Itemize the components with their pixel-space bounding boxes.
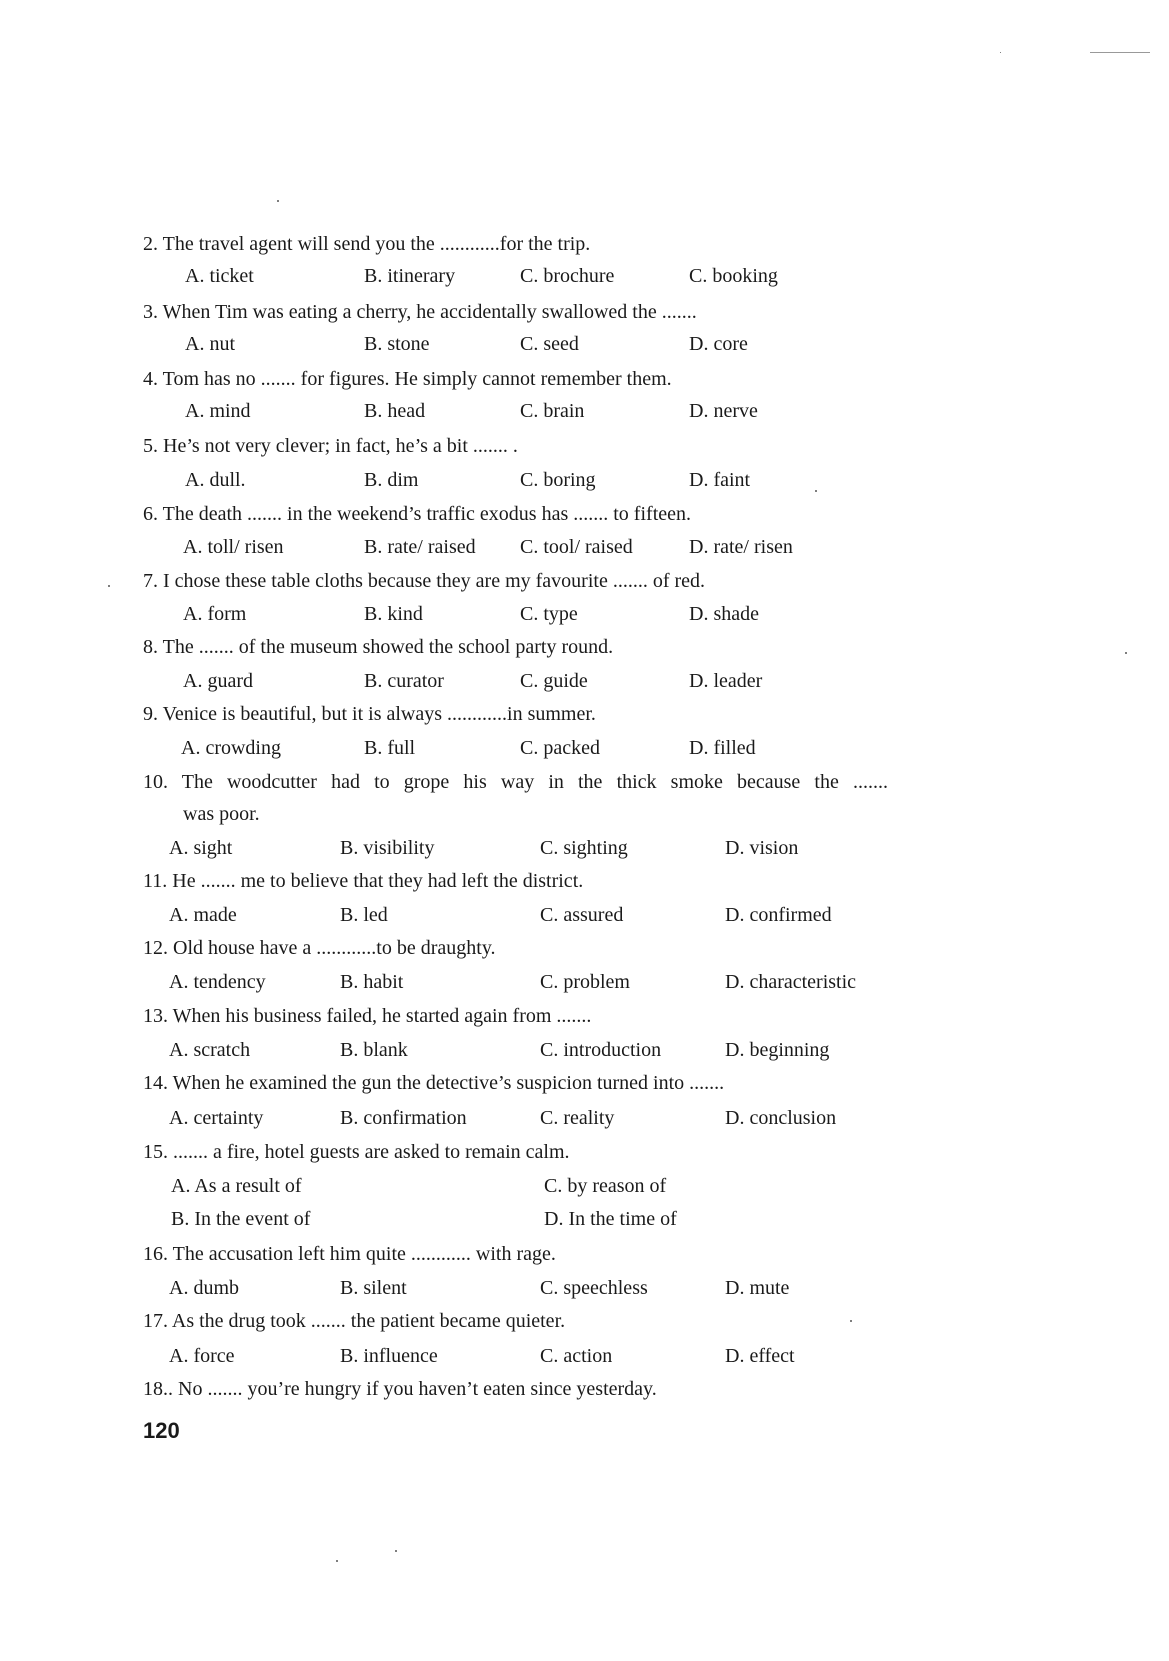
option-d: D. shade — [689, 603, 759, 625]
option-a: A. ticket — [185, 265, 254, 287]
option-a: A. As a result of — [171, 1175, 302, 1197]
option-a: A. force — [169, 1345, 235, 1367]
option-c: C. problem — [540, 971, 630, 993]
option-b: B. visibility — [340, 837, 435, 859]
option-c: C. speechless — [540, 1277, 648, 1299]
scan-speck — [850, 1320, 852, 1322]
question-7: 7. I chose these table cloths because they are my favourite ....... of red. — [143, 570, 706, 592]
option-d: D. nerve — [689, 400, 758, 422]
option-d: D. conclusion — [725, 1107, 837, 1129]
option-b: B. itinerary — [364, 265, 456, 287]
question-12: 12. Old house have a ............to be draughty. — [143, 937, 496, 959]
option-b: B. curator — [364, 670, 444, 692]
options-row-13 — [0, 1038, 1169, 1064]
question-2: 2. The travel agent will send you the ............for the trip. — [143, 233, 591, 255]
option-d: D. faint — [689, 469, 751, 491]
option-a: A. crowding — [181, 737, 281, 759]
option-c: C. introduction — [540, 1039, 662, 1061]
question-5: 5. He’s not very clever; in fact, he’s a bit ....... . — [143, 435, 518, 457]
option-b: B. blank — [340, 1039, 408, 1061]
question-18: 18.. No ....... you’re hungry if you haven’t eaten since yesterday. — [143, 1378, 657, 1400]
option-d: D. mute — [725, 1277, 790, 1299]
options-row-8 — [0, 669, 1169, 695]
options-row-12 — [0, 970, 1169, 996]
option-d: D. In the time of — [544, 1208, 677, 1230]
option-a: A. made — [169, 904, 237, 926]
option-d: D. confirmed — [725, 904, 832, 926]
option-b: B. rate/ raised — [364, 536, 476, 558]
scan-speck — [395, 1550, 397, 1552]
options-row-15b — [0, 1207, 1169, 1233]
options-row-5 — [0, 468, 1169, 494]
option-b: B. head — [364, 400, 426, 422]
option-d: D. core — [689, 333, 748, 355]
options-row-7 — [0, 602, 1169, 628]
question-13: 13. When his business failed, he started again from ....... — [143, 1005, 592, 1027]
option-c: C. assured — [540, 904, 624, 926]
options-row-15a — [0, 1174, 1169, 1200]
question-4: 4. Tom has no ....... for figures. He simply cannot remember them. — [143, 368, 672, 390]
option-a: A. sight — [169, 837, 233, 859]
option-c: C. boring — [520, 469, 596, 491]
question-6: 6. The death ....... in the weekend’s traffic exodus has ....... to fifteen. — [143, 503, 691, 525]
options-row-17 — [0, 1344, 1169, 1370]
option-d: D. filled — [689, 737, 756, 759]
option-c: C. seed — [520, 333, 579, 355]
options-row-14 — [0, 1106, 1169, 1132]
option-a: A. nut — [185, 333, 235, 355]
option-c: C. brochure — [520, 265, 615, 287]
option-c: C. type — [520, 603, 578, 625]
question-3: 3. When Tim was eating a cherry, he accidentally swallowed the ....... — [143, 301, 697, 323]
options-row-3 — [0, 332, 1169, 358]
options-row-11 — [0, 903, 1169, 929]
option-c: C. tool/ raised — [520, 536, 633, 558]
question-16: 16. The accusation left him quite ............ with rage. — [143, 1243, 556, 1265]
option-b: B. silent — [340, 1277, 407, 1299]
option-c: C. brain — [520, 400, 585, 422]
options-row-9 — [0, 736, 1169, 762]
option-b: B. dim — [364, 469, 419, 491]
option-a: A. form — [183, 603, 247, 625]
scan-speck — [1090, 52, 1150, 53]
question-10-continuation: was poor. — [183, 803, 260, 825]
question-8: 8. The ....... of the museum showed the school party round. — [143, 636, 614, 658]
option-a: A. certainty — [169, 1107, 264, 1129]
question-10: 10. The woodcutter had to grope his way in the thick smoke because the ....... — [143, 771, 888, 793]
scan-speck — [108, 585, 110, 587]
scan-speck — [815, 490, 817, 492]
option-c: C. reality — [540, 1107, 615, 1129]
options-row-2 — [0, 264, 1169, 290]
option-d: D. effect — [725, 1345, 795, 1367]
option-a: A. guard — [183, 670, 253, 692]
option-c: C. packed — [520, 737, 600, 759]
option-a: A. scratch — [169, 1039, 251, 1061]
option-b: B. influence — [340, 1345, 438, 1367]
option-d: D. rate/ risen — [689, 536, 793, 558]
option-a: A. tendency — [169, 971, 266, 993]
page-number: 120 — [143, 1418, 180, 1443]
option-b: B. stone — [364, 333, 430, 355]
option-c: C. by reason of — [544, 1175, 667, 1197]
question-9: 9. Venice is beautiful, but it is always ............in summer. — [143, 703, 596, 725]
option-b: B. led — [340, 904, 388, 926]
option-c: C. action — [540, 1345, 613, 1367]
options-row-6 — [0, 535, 1169, 561]
option-a: A. dull. — [185, 469, 246, 491]
option-b: B. habit — [340, 971, 404, 993]
option-a: A. dumb — [169, 1277, 239, 1299]
question-14: 14. When he examined the gun the detective’s suspicion turned into ....... — [143, 1072, 725, 1094]
question-15: 15. ....... a fire, hotel guests are asked to remain calm. — [143, 1141, 570, 1163]
options-row-16 — [0, 1276, 1169, 1302]
question-11: 11. He ....... me to believe that they had left the district. — [143, 870, 584, 892]
option-c: C. sighting — [540, 837, 628, 859]
scan-speck — [1125, 652, 1127, 654]
option-b: B. kind — [364, 603, 423, 625]
question-17: 17. As the drug took ....... the patient became quieter. — [143, 1310, 566, 1332]
scan-speck — [336, 1560, 338, 1562]
option-c: C. guide — [520, 670, 588, 692]
option-d: D. leader — [689, 670, 763, 692]
option-b: B. confirmation — [340, 1107, 467, 1129]
option-d: D. beginning — [725, 1039, 830, 1061]
option-d: D. characteristic — [725, 971, 857, 993]
option-d: C. booking — [689, 265, 778, 287]
options-row-4 — [0, 399, 1169, 425]
option-d: D. vision — [725, 837, 799, 859]
option-a: A. toll/ risen — [183, 536, 284, 558]
option-a: A. mind — [185, 400, 251, 422]
option-b: B. full — [364, 737, 416, 759]
options-row-10 — [0, 836, 1169, 862]
scan-speck — [1000, 52, 1001, 53]
option-b: B. In the event of — [171, 1208, 311, 1230]
scan-speck — [277, 200, 279, 202]
